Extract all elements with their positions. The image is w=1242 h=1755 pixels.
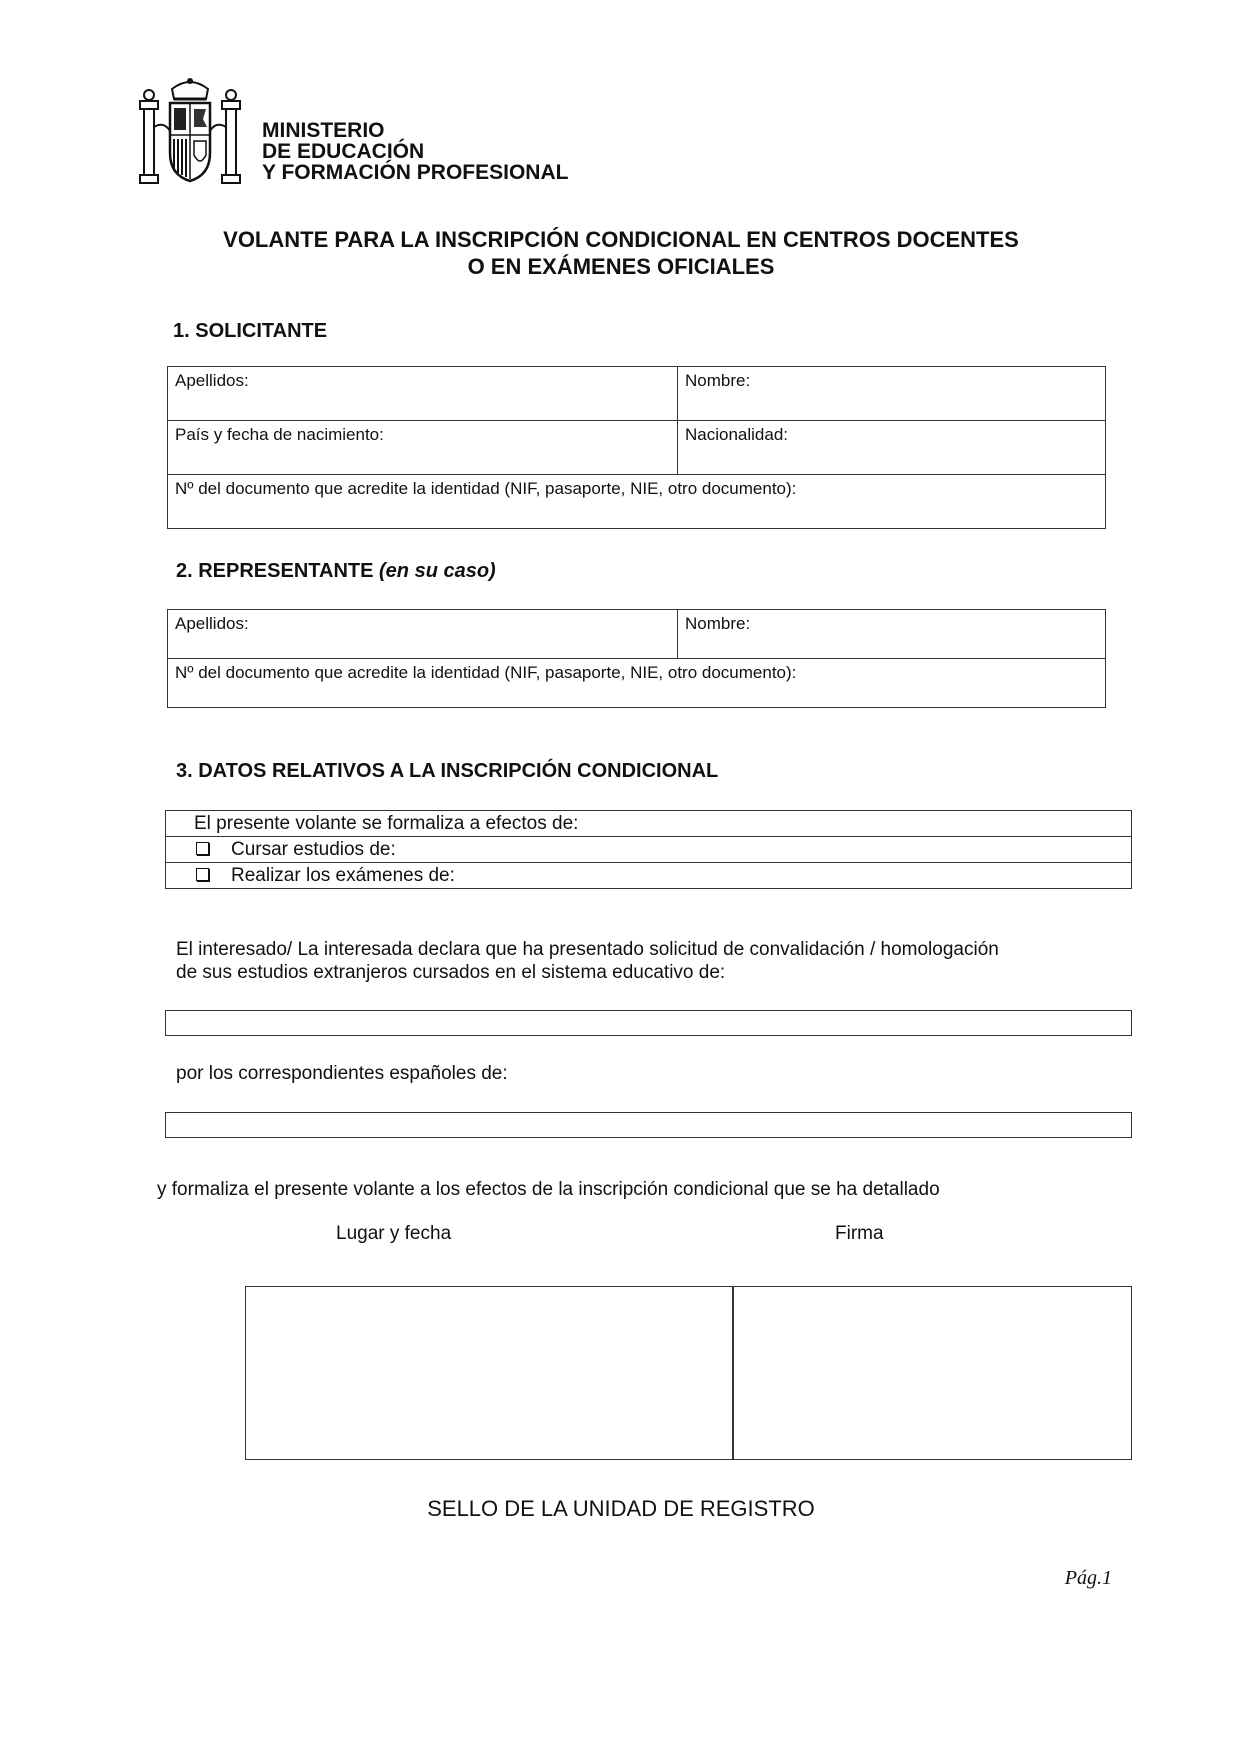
section-2-heading xyxy=(176,560,496,583)
applicant-surname-label: Apellidos: xyxy=(175,371,249,390)
ministry-line-1: MINISTERIO xyxy=(262,119,385,142)
section-2-title: 2. REPRESENTANTE xyxy=(176,560,374,582)
declaration-line-2: de sus estudios extranjeros cursados en el sistema educativo de: xyxy=(176,962,726,983)
representative-id-label: Nº del documento que acredite la identidad (NIF, pasaporte, NIE, otro documento): xyxy=(175,663,797,682)
section-1-heading: 1. SOLICITANTE xyxy=(173,320,328,342)
place-date-label: Lugar y fecha xyxy=(336,1223,452,1244)
option-study-row[interactable] xyxy=(166,837,1132,863)
applicant-name-label: Nombre: xyxy=(685,371,751,390)
spain-coat-of-arms-icon xyxy=(136,75,244,190)
applicant-id-field[interactable] xyxy=(168,475,1106,529)
signature-box[interactable] xyxy=(732,1286,1132,1460)
option-exams-label: Realizar los exámenes de: xyxy=(231,865,455,886)
options-intro: El presente volante se formaliza a efectos de: xyxy=(166,811,1132,837)
ministry-line-2: DE EDUCACIÓN xyxy=(262,140,425,163)
applicant-birth-label: País y fecha de nacimiento: xyxy=(175,425,384,444)
applicant-name-field[interactable] xyxy=(678,367,1106,421)
place-date-box[interactable] xyxy=(245,1286,734,1460)
title-line-2: O EN EXÁMENES OFICIALES xyxy=(467,254,775,279)
section-3-heading: 3. DATOS RELATIVOS A LA INSCRIPCIÓN CONDICIONAL xyxy=(176,760,719,782)
registry-seal-label: SELLO DE LA UNIDAD DE REGISTRO xyxy=(427,1496,815,1521)
applicant-id-label: Nº del documento que acredite la identidad (NIF, pasaporte, NIE, otro documento): xyxy=(175,479,797,498)
spanish-studies-field[interactable] xyxy=(165,1112,1132,1138)
section-2-note: (en su caso) xyxy=(379,560,496,582)
form-title xyxy=(0,226,1242,280)
ministry-name xyxy=(262,120,568,183)
foreign-system-field[interactable] xyxy=(165,1010,1132,1036)
spanish-studies-label: por los correspondientes españoles de: xyxy=(176,1063,508,1084)
ministry-line-3: Y FORMACIÓN PROFESIONAL xyxy=(262,161,569,184)
page-number: Pág.1 xyxy=(1064,1567,1112,1589)
option-study-label: Cursar estudios de: xyxy=(231,839,396,860)
exams-checkbox[interactable] xyxy=(196,868,209,881)
title-line-1: VOLANTE PARA LA INSCRIPCIÓN CONDICIONAL EN CENTROS DOCENTES xyxy=(223,227,1019,252)
representative-surname-field[interactable] xyxy=(168,610,678,659)
representative-name-label: Nombre: xyxy=(685,614,751,633)
declaration-line-1: El interesado/ La interesada declara que ha presentado solicitud de convalidación / homologación xyxy=(176,939,999,960)
representative-id-field[interactable] xyxy=(168,659,1106,708)
option-exams-row[interactable] xyxy=(166,863,1132,889)
representative-name-field[interactable] xyxy=(678,610,1106,659)
applicant-table xyxy=(167,366,1106,529)
applicant-surname-field[interactable] xyxy=(168,367,678,421)
applicant-nationality-field[interactable] xyxy=(678,421,1106,475)
representative-surname-label: Apellidos: xyxy=(175,614,249,633)
applicant-birth-field[interactable] xyxy=(168,421,678,475)
inscription-options-table xyxy=(165,810,1132,889)
declaration-text xyxy=(176,938,999,984)
representative-table xyxy=(167,609,1106,708)
signature-label: Firma xyxy=(835,1223,884,1244)
closing-text: y formaliza el presente volante a los efectos de la inscripción condicional que se ha detallado xyxy=(157,1179,940,1200)
study-checkbox[interactable] xyxy=(196,842,209,855)
applicant-nationality-label: Nacionalidad: xyxy=(685,425,789,444)
